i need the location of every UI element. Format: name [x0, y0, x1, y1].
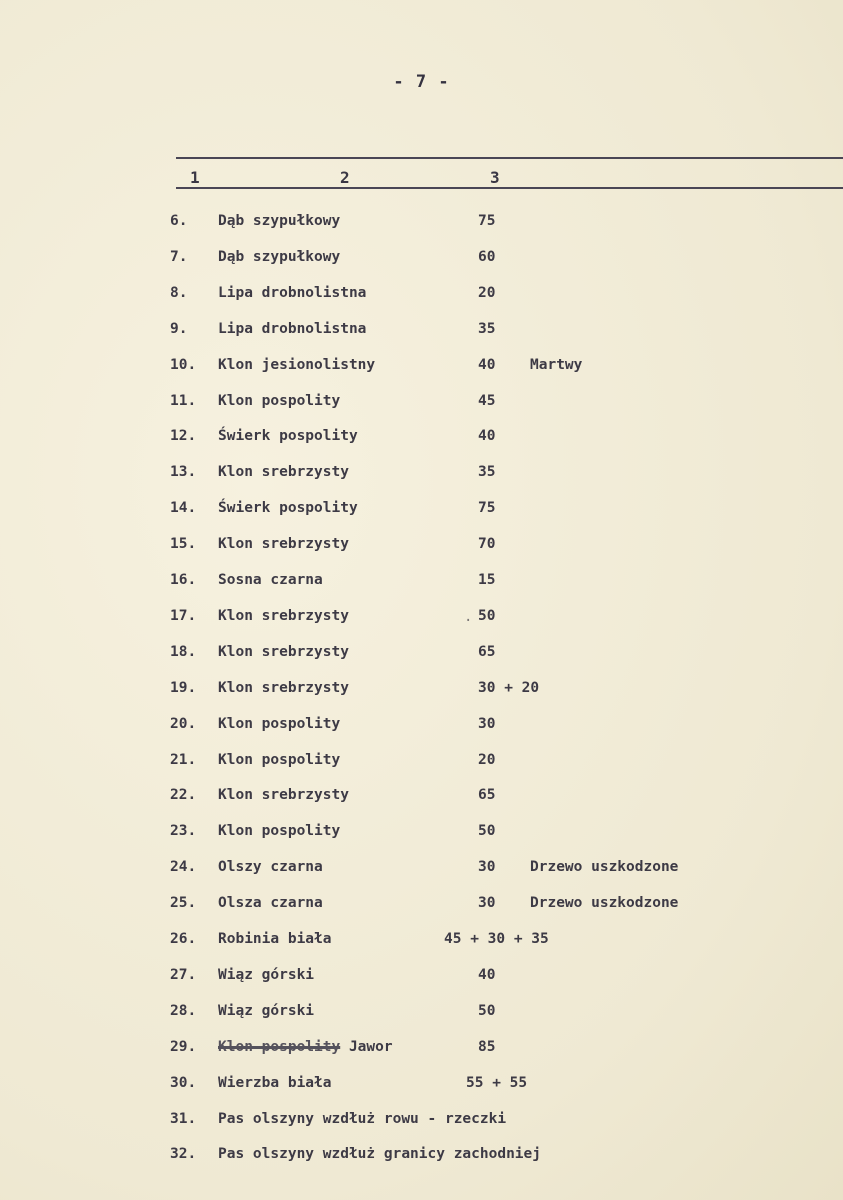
- row-number: 15.: [170, 536, 197, 553]
- row-number: 26.: [170, 931, 197, 947]
- table-row: [0, 680, 843, 704]
- species-name: Klon srebrzysty: [218, 464, 349, 481]
- species-name: Lipa drobnolistna: [218, 320, 367, 337]
- circumference-value: 20: [478, 751, 496, 768]
- row-number: 22.: [170, 787, 197, 804]
- row-number: 19.: [170, 679, 197, 696]
- circumference-value: 55 + 55: [466, 1074, 528, 1091]
- row-number: 9.: [170, 320, 188, 337]
- species-name: Klon pospolity: [218, 823, 341, 840]
- circumference-value: 70: [478, 536, 496, 553]
- row-number: 25.: [170, 895, 197, 912]
- remark: Martwy: [530, 356, 583, 373]
- struck-out-text: Klon pospolity: [218, 1038, 341, 1055]
- species-name: Wiąz górski: [218, 1002, 315, 1019]
- table-row: [0, 1111, 843, 1135]
- table-row: [0, 823, 843, 847]
- row-number: 18.: [170, 643, 197, 660]
- circumference-value: 15: [478, 572, 496, 588]
- table-row: [0, 1039, 843, 1063]
- circumference-value: 60: [478, 248, 496, 265]
- circumference-value: 50: [478, 607, 496, 624]
- circumference-value: 75: [478, 213, 496, 229]
- stray-mark: .: [464, 609, 473, 625]
- circumference-value: 65: [478, 787, 496, 804]
- row-number: 29.: [170, 1038, 197, 1055]
- table-row: [0, 464, 843, 488]
- circumference-value: 40: [478, 428, 496, 445]
- table-row: [0, 1075, 843, 1099]
- circumference-value: 30 + 20: [478, 679, 540, 696]
- table-row: [0, 428, 843, 452]
- species-name: Klon srebrzysty: [218, 787, 349, 804]
- row-number: 27.: [170, 966, 197, 983]
- table-row: [0, 716, 843, 740]
- species-name: Klon jesionolistny: [218, 356, 376, 373]
- circumference-value: 40: [478, 966, 496, 983]
- table-row: [0, 285, 843, 309]
- table-row: [0, 213, 843, 237]
- circumference-value: 50: [478, 823, 496, 840]
- row-number: 20.: [170, 715, 197, 732]
- table-header-rule: [176, 187, 843, 189]
- remark: Drzewo uszkodzone: [530, 859, 679, 876]
- row-number: 11.: [170, 392, 197, 409]
- column-header-2: 2: [340, 168, 350, 187]
- species-name: Dąb szypułkowy: [218, 213, 341, 229]
- table-row: [0, 536, 843, 560]
- table-row: [0, 787, 843, 811]
- circumference-value: 30: [478, 859, 496, 876]
- species-name: Klon pospolity: [218, 751, 341, 768]
- column-header-1: 1: [190, 168, 200, 187]
- row-number: 13.: [170, 464, 197, 481]
- species-name: Pas olszyny wzdłuż granicy zachodniej: [218, 1146, 542, 1163]
- table-row: [0, 895, 843, 919]
- table-row: [0, 967, 843, 991]
- circumference-value: 20: [478, 284, 496, 301]
- circumference-value: 35: [478, 464, 496, 481]
- table-row: [0, 357, 843, 381]
- species-name: Klon srebrzysty: [218, 536, 349, 553]
- species-name-correction: Jawor: [348, 1038, 393, 1055]
- row-number: 21.: [170, 751, 197, 768]
- remark: Drzewo uszkodzone: [530, 895, 679, 912]
- column-header-3: 3: [490, 168, 500, 187]
- species-name: Olsza czarna: [218, 895, 323, 912]
- row-number: 24.: [170, 859, 197, 876]
- species-name: Klon srebrzysty: [218, 679, 349, 696]
- species-name: Pas olszyny wzdłuż rowu - rzeczki: [218, 1110, 507, 1127]
- table-row: [0, 500, 843, 524]
- row-number: 10.: [170, 356, 197, 373]
- circumference-value: 75: [478, 500, 496, 517]
- species-name: Klon srebrzysty: [218, 607, 349, 624]
- species-name: Klon srebrzysty: [218, 643, 349, 660]
- table-row: [0, 249, 843, 273]
- row-number: 14.: [170, 500, 197, 517]
- circumference-value: 30: [478, 715, 496, 732]
- circumference-value: 85: [478, 1038, 496, 1055]
- circumference-value: 40: [478, 356, 496, 373]
- table-row: [0, 321, 843, 345]
- species-name: Lipa drobnolistna: [218, 284, 367, 301]
- table-row: [0, 572, 843, 596]
- row-number: 30.: [170, 1074, 197, 1091]
- circumference-value: 50: [478, 1002, 496, 1019]
- table-row: [0, 608, 843, 632]
- species-name: Świerk pospolity: [218, 428, 358, 445]
- row-number: 16.: [170, 572, 197, 588]
- circumference-value: 30: [478, 895, 496, 912]
- row-number: 7.: [170, 248, 188, 265]
- table-row: [0, 931, 843, 955]
- circumference-value: 35: [478, 320, 496, 337]
- species-name: Wiąz górski: [218, 966, 315, 983]
- species-name: Klon pospolity: [218, 715, 341, 732]
- row-number: 23.: [170, 823, 197, 840]
- circumference-value: 65: [478, 643, 496, 660]
- species-name: Sosna czarna: [218, 572, 323, 588]
- species-name: Klon pospolity: [218, 392, 341, 409]
- table-row: [0, 393, 843, 417]
- species-name: Robinia biała: [218, 931, 332, 947]
- row-number: 17.: [170, 607, 197, 624]
- table-top-rule: [176, 157, 843, 159]
- species-name: [218, 1039, 393, 1055]
- row-number: 31.: [170, 1110, 197, 1127]
- page-number: - 7 -: [393, 72, 450, 92]
- row-number: 32.: [170, 1146, 197, 1163]
- species-name: Wierzba biała: [218, 1074, 332, 1091]
- table-row: [0, 859, 843, 883]
- table-row: [0, 1146, 843, 1170]
- table-row: [0, 644, 843, 668]
- row-number: 12.: [170, 428, 197, 445]
- table-row: [0, 752, 843, 776]
- row-number: 28.: [170, 1002, 197, 1019]
- circumference-value: 45: [478, 392, 496, 409]
- species-name: Świerk pospolity: [218, 500, 358, 517]
- row-number: 8.: [170, 284, 188, 301]
- table-row: [0, 1003, 843, 1027]
- species-name: Dąb szypułkowy: [218, 248, 341, 265]
- row-number: 6.: [170, 213, 188, 229]
- circumference-value: 45 + 30 + 35: [444, 931, 549, 947]
- species-name: Olszy czarna: [218, 859, 323, 876]
